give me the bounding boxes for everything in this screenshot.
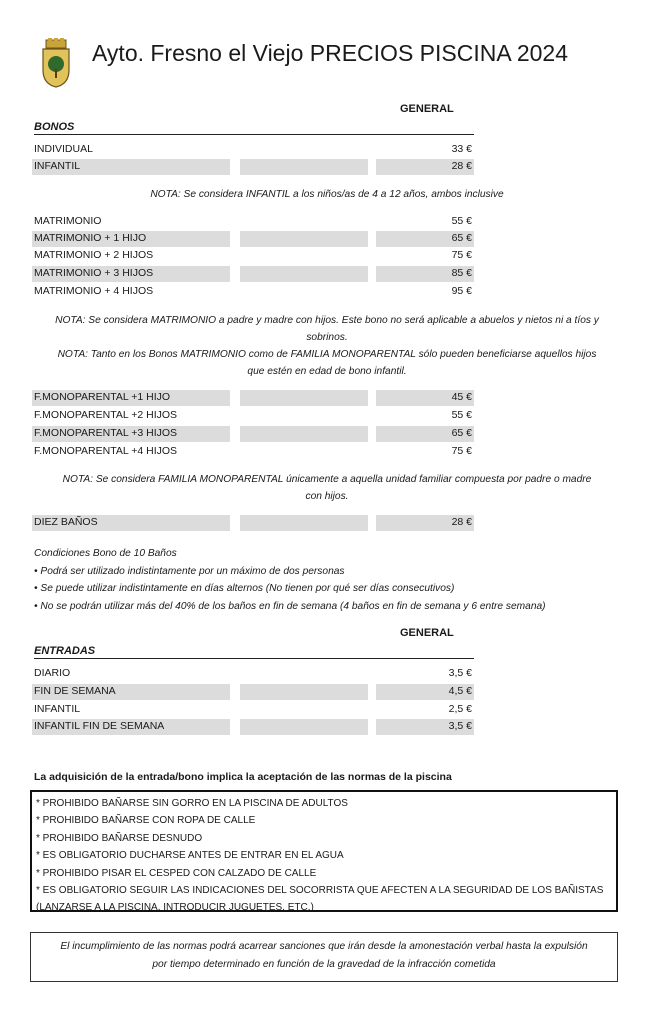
- price-row: [32, 684, 474, 700]
- row-price: 4,5 €: [448, 685, 472, 697]
- conditions-item: • No se podrán utilizar más del 40% de los baños en fin de semana (4 baños en fin de semana y 6 entre semana): [34, 600, 546, 612]
- row-label: MATRIMONIO + 3 HIJOS: [34, 267, 154, 279]
- rule-item: * PROHIBIDO BAÑARSE DESNUDO: [36, 832, 203, 844]
- price-row: [32, 719, 474, 735]
- rule-item: * PROHIBIDO PISAR EL CESPED CON CALZADO DE CALLE: [36, 867, 317, 879]
- row-label: INFANTIL FIN DE SEMANA: [34, 720, 165, 732]
- row-price: 65 €: [451, 427, 472, 439]
- note-line: NOTA: Tanto en los Bonos MATRIMONIO como de FAMILIA MONOPARENTAL sólo pueden beneficiarse aquellos hijos: [57, 349, 597, 360]
- rule-item: (LANZARSE A LA PISCINA, INTRODUCIR JUGUETES, ETC.): [36, 902, 314, 914]
- price-row: [32, 266, 474, 282]
- row-label: F.MONOPARENTAL +3 HIJOS: [34, 427, 178, 439]
- row-label: MATRIMONIO + 2 HIJOS: [34, 249, 154, 261]
- row-label: INDIVIDUAL: [34, 143, 93, 155]
- conditions-item: • Se puede utilizar indistintamente en días alternos (No tienen por qué ser días consecutivos): [34, 583, 455, 594]
- price-row: [32, 426, 474, 442]
- price-row: [32, 390, 474, 406]
- row-label: F.MONOPARENTAL +1 HIJO: [34, 391, 171, 403]
- row-label: MATRIMONIO + 4 HIJOS: [34, 285, 154, 297]
- rule-item: * ES OBLIGATORIO SEGUIR LAS INDICACIONES DEL SOCORRISTA QUE AFECTEN A LA SEGURIDAD DE LOS BAÑISTAS: [36, 885, 604, 897]
- note-line: con hijos.: [305, 491, 349, 502]
- conditions-title: Condiciones Bono de 10 Baños: [34, 548, 177, 559]
- row-price: 95 €: [451, 285, 472, 297]
- row-label: F.MONOPARENTAL +4 HIJOS: [34, 445, 178, 457]
- section-title-bonos: BONOS: [34, 121, 474, 135]
- price-row: [32, 666, 474, 682]
- row-label: DIEZ BAÑOS: [34, 516, 98, 528]
- note-line: NOTA: Se considera FAMILIA MONOPARENTAL únicamente a aquella unidad familiar compuesta por padre o madre: [62, 474, 592, 485]
- price-row: [32, 248, 474, 264]
- rule-item: * PROHIBIDO BAÑARSE CON ROPA DE CALLE: [36, 815, 256, 827]
- row-price: 2,5 €: [448, 703, 472, 715]
- row-price: 33 €: [451, 143, 472, 155]
- row-price: 3,5 €: [448, 720, 472, 732]
- row-label: MATRIMONIO + 1 HIJO: [34, 232, 147, 244]
- warning-box: [30, 932, 618, 982]
- row-price: 75 €: [451, 445, 472, 457]
- row-price: 45 €: [451, 391, 472, 403]
- row-label: F.MONOPARENTAL +2 HIJOS: [34, 409, 178, 421]
- row-label: INFANTIL: [34, 160, 81, 172]
- row-price: 28 €: [451, 516, 472, 528]
- row-label: DIARIO: [34, 667, 71, 679]
- rule-item: * ES OBLIGATORIO DUCHARSE ANTES DE ENTRAR EN EL AGUA: [36, 850, 344, 862]
- row-price: 55 €: [451, 215, 472, 227]
- note-infantil: NOTA: Se considera INFANTIL a los niños/as de 4 a 12 años, ambos inclusive: [150, 189, 504, 200]
- rule-item: * PROHIBIDO BAÑARSE SIN GORRO EN LA PISCINA DE ADULTOS: [36, 798, 348, 809]
- row-price: 65 €: [451, 232, 472, 244]
- note-line: NOTA: Se considera MATRIMONIO a padre y madre con hijos. Este bono no será aplicable a abuelos y nietos ni a tíos y: [55, 315, 599, 326]
- column-header-general: GENERAL: [400, 627, 454, 639]
- row-price: 85 €: [451, 267, 472, 279]
- price-row: [32, 444, 474, 460]
- row-label: INFANTIL: [34, 703, 81, 715]
- note-line: sobrinos.: [306, 332, 348, 343]
- warning-line: por tiempo determinado en función de la gravedad de la infracción cometida: [152, 959, 496, 970]
- price-row: [32, 231, 474, 247]
- row-label: FIN DE SEMANA: [34, 685, 116, 697]
- note-matrimonio: [20, 312, 634, 380]
- conditions-item: • Podrá ser utilizado indistintamente por un máximo de dos personas: [34, 565, 345, 577]
- price-row: [32, 159, 474, 175]
- section-title-entradas: ENTRADAS: [34, 645, 474, 659]
- price-row: [32, 214, 474, 230]
- page-title: Ayto. Fresno el Viejo PRECIOS PISCINA 2024: [92, 40, 568, 66]
- row-price: 75 €: [451, 249, 472, 261]
- column-header-general: GENERAL: [400, 103, 454, 115]
- rules-heading: La adquisición de la entrada/bono implica la aceptación de las normas de la piscina: [34, 771, 452, 783]
- price-row: [32, 408, 474, 424]
- note-monoparental: [20, 471, 634, 505]
- note-line: que estén en edad de bono infantil.: [247, 366, 407, 377]
- rules-box: [30, 790, 618, 912]
- row-label: MATRIMONIO: [34, 215, 102, 227]
- conditions-block: [34, 545, 546, 615]
- price-row: [32, 702, 474, 718]
- row-price: 55 €: [451, 409, 472, 421]
- price-row: [32, 142, 474, 158]
- row-price: 3,5 €: [448, 667, 472, 679]
- price-row: [32, 515, 474, 531]
- coat-of-arms-logo: [40, 38, 72, 88]
- price-row: [32, 284, 474, 300]
- warning-line: El incumplimiento de las normas podrá acarrear sanciones que irán desde la amonestación verbal hasta la expulsión: [60, 941, 588, 952]
- row-price: 28 €: [451, 160, 472, 172]
